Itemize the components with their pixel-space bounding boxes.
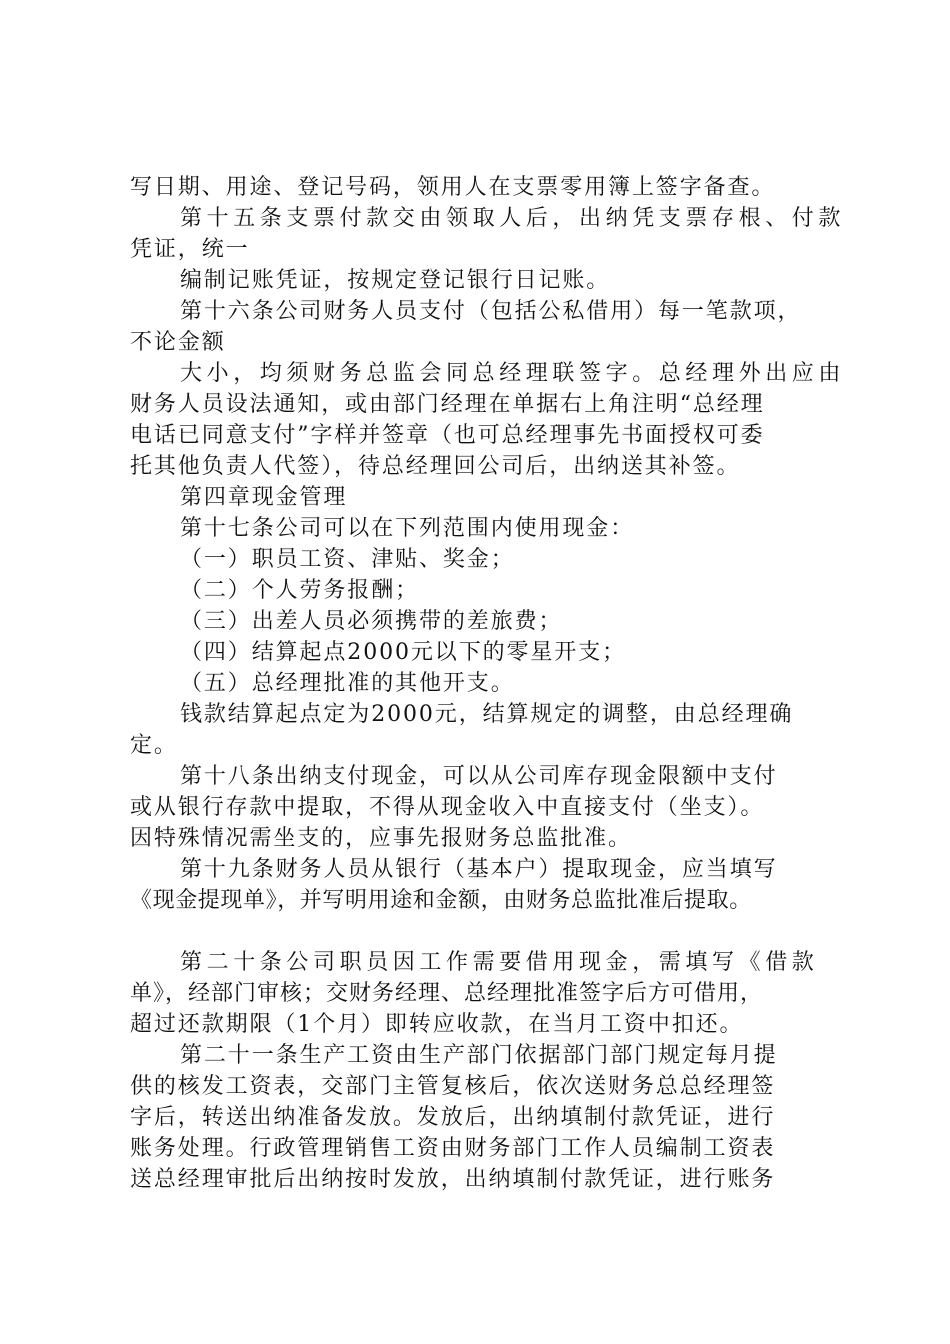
- text-line: 第十七条公司可以在下列范围内使用现金：: [180, 516, 635, 541]
- text-line: 供的核发工资表，交部门主管复核后，依次送财务总总经理签: [130, 1074, 776, 1099]
- text-line: 大小，均须财务总监会同总经理联签字。总经理外出应由: [180, 361, 846, 386]
- text-line: 《现金提现单》，并写明用途和金额，由财务总监批准后提取。: [130, 888, 752, 913]
- text-line: （二）个人劳务报酬；: [180, 578, 420, 603]
- text-line: 单》，经部门审核；交财务经理、总经理批准签字后方可借用，: [130, 981, 764, 1006]
- document-body: [130, 172, 850, 1195]
- text-line: 托其他负责人代签），待总经理回公司后，出纳送其补签。: [130, 454, 741, 479]
- text-line: 凭证，统一: [130, 237, 250, 262]
- text-line: 第十五条支票付款交由领取人后，出纳凭支票存根、付款: [180, 206, 846, 231]
- text-line: 第二十一条生产工资由生产部门依据部门部门规定每月提: [180, 1043, 778, 1068]
- text-line: 超过还款期限（1个月）即转应收款，在当月工资中扣还。: [130, 1012, 744, 1037]
- text-line: 财务人员设法通知，或由部门经理在单据右上角注明“总经理: [130, 392, 765, 417]
- text-line: 电话已同意支付”字样并签章（也可总经理事先书面授权可委: [130, 423, 765, 448]
- text-line: 定。: [130, 733, 178, 758]
- text-line: 送总经理审批后出纳按时发放，出纳填制付款凭证，进行账务: [130, 1167, 776, 1192]
- text-line: 第十八条出纳支付现金，可以从公司库存现金限额中支付: [180, 764, 778, 789]
- text-line: 字后，转送出纳准备发放。发放后，出纳填制付款凭证，进行: [130, 1105, 776, 1130]
- text-line: 因特殊情况需坐支的，应事先报财务总监批准。: [130, 826, 632, 851]
- text-line: 第十九条财务人员从银行（基本户）提取现金，应当填写: [180, 857, 778, 882]
- text-line: 编制记账凭证，按规定登记银行日记账。: [180, 268, 611, 293]
- text-line: 写日期、用途、登记号码，领用人在支票零用簿上签字备查。: [130, 175, 776, 200]
- text-line: 第二十条公司职员因工作需要借用现金，需填写《借款: [180, 950, 819, 975]
- text-line: 钱款结算起点定为2000元，结算规定的调整，由总经理确: [180, 702, 794, 727]
- paragraph-gap: [130, 916, 850, 947]
- text-line: 不论金额: [130, 330, 226, 355]
- text-line: 第四章现金管理: [180, 485, 348, 510]
- text-line: （四）结算起点2000元以下的零星开支；: [180, 640, 626, 665]
- text-line: 账务处理。行政管理销售工资由财务部门工作人员编制工资表: [130, 1136, 776, 1161]
- text-line: 第十六条公司财务人员支付（包括公私借用）每一笔款项，: [180, 299, 802, 324]
- text-line: （三）出差人员必须携带的差旅费；: [180, 609, 563, 634]
- text-line: （一）职员工资、津贴、奖金；: [180, 547, 515, 572]
- text-line: （五）总经理批准的其他开支。: [180, 671, 515, 696]
- text-line: 或从银行存款中提取，不得从现金收入中直接支付（坐支）。: [130, 795, 765, 820]
